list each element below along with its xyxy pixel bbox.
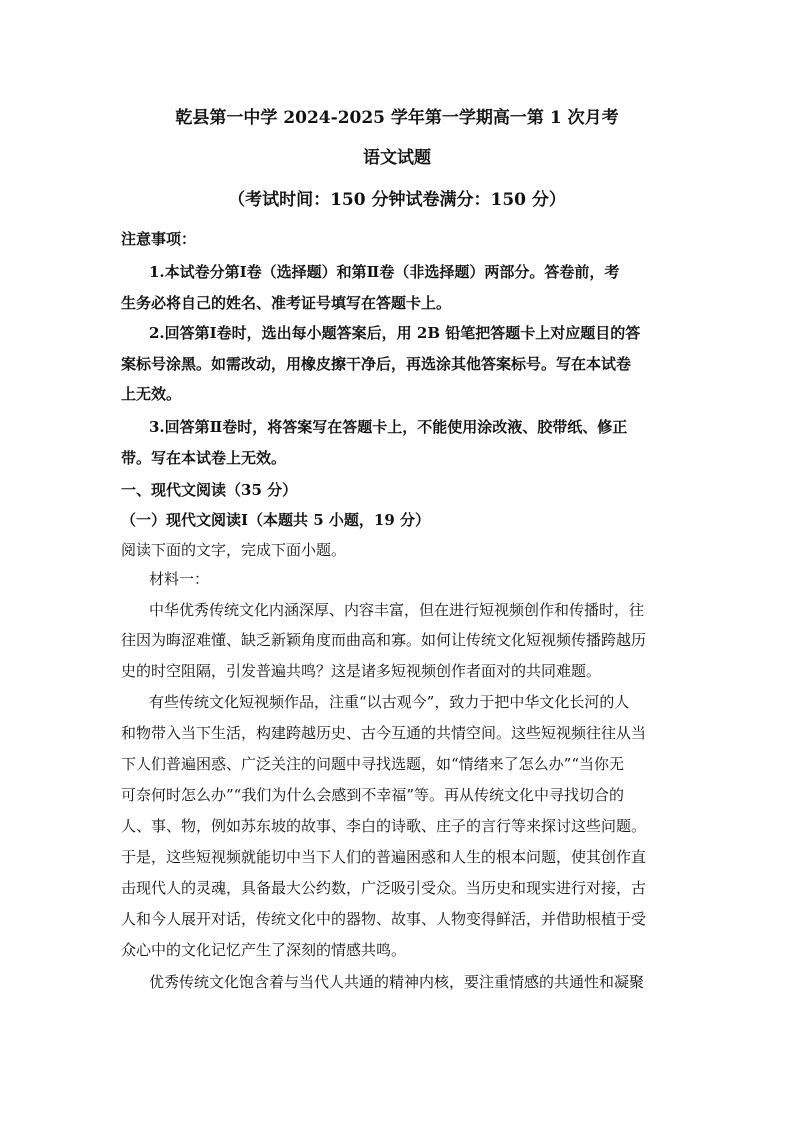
body-line: 和物带入当下生活，构建跨越历史、古今互通的共情空间。这些短视频往往从当 (121, 724, 647, 742)
body-line: 众心中的文化记忆产生了深刻的情感共鸣。 (121, 941, 407, 959)
body-line: 击现代人的灵魂，具备最大公约数，广泛吸引受众。当历史和现实进行对接，古 (121, 879, 647, 897)
material-label: 材料一： (149, 570, 210, 588)
notice-line: 2.回答第Ⅰ卷时，选出每小题答案后，用 2B 铅笔把答题卡上对应题目的答 (149, 324, 641, 342)
body-line: 可奈何时怎么办”“我们为什么会感到不幸福”等。再从传统文化中寻找切合的 (121, 786, 625, 804)
section-heading: 一、现代文阅读（35 分） (121, 481, 298, 499)
notice-line: 带。写在本试卷上无效。 (121, 449, 287, 467)
body-line: 中华优秀传统文化内涵深厚、内容丰富，但在进行短视频创作和传播时，往 (149, 601, 645, 619)
notice-line: 3.回答第Ⅱ卷时，将答案写在答题卡上，不能使用涂改液、胶带纸、修正 (149, 418, 628, 436)
notice-heading: 注意事项： (121, 230, 197, 248)
body-line: 于是，这些短视频就能切中当下人们的普遍困惑和人生的根本问题，使其创作直 (121, 848, 647, 866)
notice-line: 案标号涂黑。如需改动，用橡皮擦干净后，再选涂其他答案标号。写在本试卷 (121, 355, 632, 373)
subject-title: 语文试题 (363, 148, 431, 168)
notice-line: 上无效。 (121, 385, 182, 403)
subsection-heading: （一）现代文阅读Ⅰ（本题共 5 小题，19 分） (121, 511, 430, 529)
body-line: 人和今人展开对话，传统文化中的器物、故事、人物变得鲜活，并借助根植于受 (121, 910, 647, 928)
instruction-text: 阅读下面的文字，完成下面小题。 (121, 541, 347, 559)
body-line: 史的时空阻隔，引发普遍共鸣？这是诸多短视频创作者面对的共同难题。 (121, 662, 602, 680)
body-line: 优秀传统文化饱含着与当代人共通的精神内核，要注重情感的共通性和凝聚 (149, 973, 645, 991)
body-line: 下人们普遍困惑、广泛关注的问题中寻找选题，如“情绪来了怎么办”“当你无 (121, 755, 625, 773)
body-line: 往因为晦涩难懂、缺乏新颖角度而曲高和寡。如何让传统文化短视频传播跨越历 (121, 631, 647, 649)
body-line: 有些传统文化短视频作品，注重“以古观今”，致力于把中华文化长河的人 (149, 693, 630, 711)
exam-title: 乾县第一中学 2024-2025 学年第一学期高一第 1 次月考 (175, 108, 619, 128)
notice-line: 生务必将自己的姓名、准考证号填写在答题卡上。 (121, 294, 452, 312)
body-line: 人、事、物，例如苏东坡的故事、李白的诗歌、庄子的言行等来探讨这些问题。 (121, 817, 647, 835)
notice-line: 1.本试卷分第Ⅰ卷（选择题）和第Ⅱ卷（非选择题）两部分。答卷前，考 (149, 263, 620, 281)
exam-info: （考试时间：150 分钟试卷满分：150 分） (228, 190, 566, 210)
